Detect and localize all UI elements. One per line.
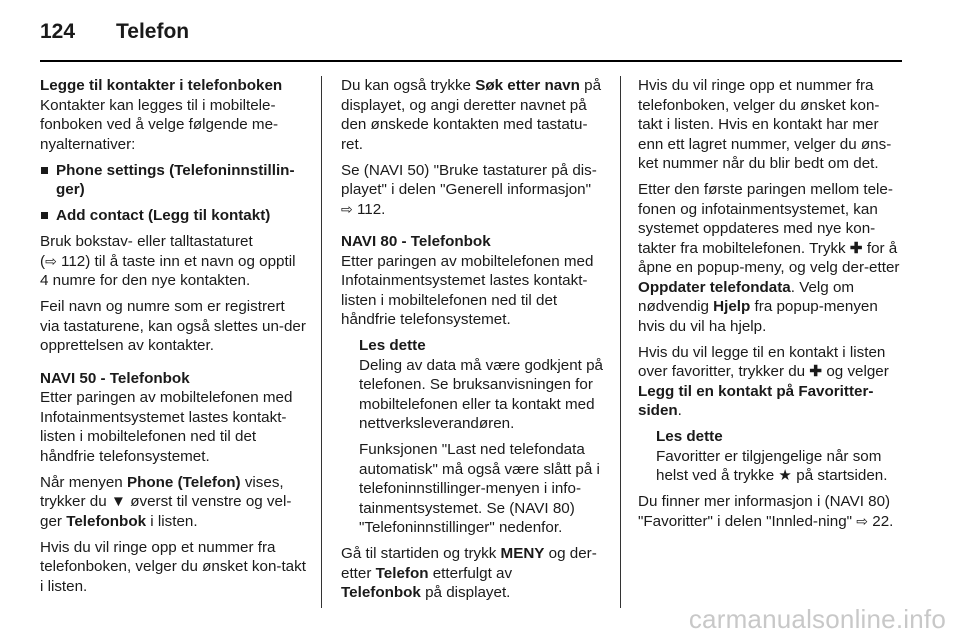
header-divider bbox=[40, 60, 902, 62]
paragraph-menu: Når menyen Phone (Telefon) vises, trykker du ▼ øverst til venstre og vel-ger Telefonbok i listen. bbox=[40, 473, 292, 530]
column-2 bbox=[341, 76, 603, 609]
paragraph-keyboard: Bruk bokstav- eller talltastaturet (⇨ 112) til å taste inn et navn og opptil 4 numre for den nye kontakten. bbox=[40, 233, 296, 289]
bullet-add-contact: Add contact (Legg til kontakt) bbox=[40, 206, 308, 226]
paragraph-favorites: Hvis du vil legge til en kontakt i listen over favoritter, trykker du ✚ og velger Legg til en kontakt på Favoritter-siden. bbox=[638, 343, 889, 419]
page-reference-arrow-icon: ⇨ bbox=[856, 512, 869, 529]
page-reference-arrow-icon: ⇨ bbox=[45, 252, 57, 269]
heading-add-contacts: Legge til kontakter i telefonboken bbox=[40, 77, 283, 94]
note-box-favorites bbox=[638, 427, 902, 486]
note-text-1: Deling av data må være godkjent på telefonen. Se bruksanvisningen for mobiltelefonen eller ta kontakt med nettverksleverandøren. bbox=[359, 356, 603, 432]
page-header bbox=[40, 20, 189, 46]
column-1 bbox=[40, 76, 308, 603]
heading-navi80: NAVI 80 - Telefonbok bbox=[341, 233, 491, 250]
paragraph-call-number: Hvis du vil ringe opp et nummer fra telefonboken, velger du ønsket kon-takt i listen. Hvis en kontakt har mer enn ett lagret nummer, velger du øns-ket nummer når du blir bedt om det. bbox=[638, 77, 892, 172]
page-number: 124 bbox=[40, 20, 76, 43]
paragraph-search: Du kan også trykke Søk etter navn på displayet, og angi deretter navnet på den ønskede kontakten med tastatu-ret. bbox=[341, 77, 602, 153]
heading-navi50: NAVI 50 - Telefonbok bbox=[40, 369, 190, 387]
page-reference-arrow-icon: ⇨ bbox=[341, 200, 353, 217]
paragraph-call: Hvis du vil ringe opp et nummer fra telefonboken, velger du ønsket kon-takt i listen. bbox=[40, 538, 306, 595]
paragraph-after-pairing: Etter den første paringen mellom tele-fonen og infotainmentsystemet, kan systemet oppdateres med nye kon-takter fra mobiltelefonen. Trykk ✚ for å åpne en popup-meny, og velg der-etter Oppdater telefondata. Velg om nødvendig Hjelp fra popup-menyen hvis du vil ha hjelp. bbox=[638, 181, 900, 335]
note-title: Les dette bbox=[656, 428, 723, 445]
column-divider-1 bbox=[321, 76, 322, 608]
column-3 bbox=[638, 76, 902, 538]
paragraph-navi80: Etter paringen av mobiltelefonen med Infotainmentsystemet lastes kontakt-listen i mobiltelefonen ned til det håndfrie telefonsystemet. bbox=[341, 252, 594, 328]
plus-icon: ✚ bbox=[849, 239, 863, 257]
paragraph-intro: Kontakter kan legges til i mobiltele-fonboken ved å velge følgende me-nyalternativer: bbox=[40, 96, 279, 153]
note-title: Les dette bbox=[359, 337, 426, 354]
bullet-phone-settings: Phone settings (Telefoninnstillin-ger) bbox=[40, 161, 308, 200]
note-box bbox=[341, 336, 603, 538]
note-text: Favoritter er tilgjengelige når som helst ved å trykke ★ på startsiden. bbox=[656, 447, 888, 484]
page-title: Telefon bbox=[116, 20, 190, 43]
triangle-down-icon: ▼ bbox=[110, 493, 126, 510]
column-divider-2 bbox=[620, 76, 621, 608]
bullet-square-icon bbox=[41, 212, 48, 219]
watermark: carmanualsonline.info bbox=[688, 604, 946, 634]
paragraph-start: Gå til startiden og trykk MENY og der-etter Telefon etterfulgt av Telefonbok på displayet. bbox=[341, 545, 597, 601]
star-icon: ★ bbox=[778, 467, 793, 484]
bullet-square-icon bbox=[41, 167, 48, 174]
paragraph-wrong-entries: Feil navn og numre som er registrert via tastaturene, kan også slettes un-der opprettelsen av kontakter. bbox=[40, 298, 306, 354]
paragraph-more-info: Du finner mer informasjon i (NAVI 80) "Favoritter" i delen "Innled-ning" ⇨ 22. bbox=[638, 493, 894, 530]
plus-icon: ✚ bbox=[809, 363, 823, 380]
paragraph-navi50: Etter paringen av mobiltelefonen med Infotainmentsystemet lastes kontakt-listen i mobiltelefonen ned til det håndfrie telefonsystemet. bbox=[40, 389, 293, 465]
paragraph-see-keyboards: Se (NAVI 50) "Bruke tastaturer på dis-playet" i delen "Generell informasjon" ⇨ 112. bbox=[341, 161, 597, 218]
note-text-2: Funksjonen "Last ned telefondata automatisk" må også være slått på i telefoninnstillinger-menyen i info-tainmentsystemet. Se (NAVI 80) "Telefoninnstillinger" nedenfor. bbox=[359, 441, 600, 536]
